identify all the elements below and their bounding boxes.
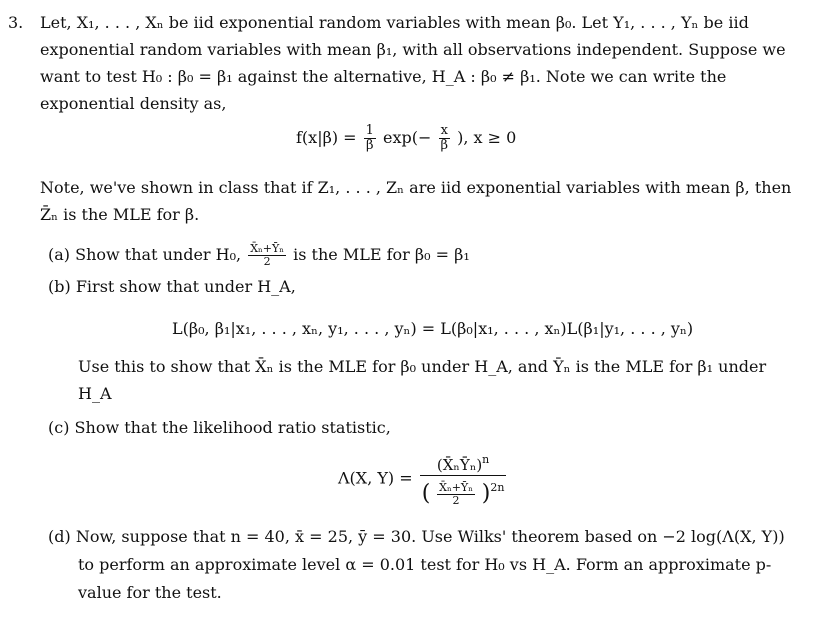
part-d-line-3: value for the test. bbox=[78, 583, 222, 602]
frac-num-x: x bbox=[439, 124, 451, 139]
lr-inner-den: 2 bbox=[452, 493, 460, 507]
note-line-1: Note, we've shown in class that if Z₁, . . . , Zₙ are iid exponential variables with mean β, then bbox=[40, 178, 792, 197]
frac-num-xy-sum: X̄ₙ+Ȳₙ bbox=[250, 242, 285, 255]
intro-line-1: Let, X₁, . . . , Xₙ be iid exponential random variables with mean β₀. Let Y₁, . . . , Yₙ be iid bbox=[40, 13, 749, 32]
frac-num-one: 1 bbox=[365, 123, 374, 138]
lr-inner-fraction bbox=[437, 482, 475, 507]
part-a-text-post: is the MLE for β₀ = β₁ bbox=[293, 245, 470, 264]
part-c-text: Show that the likelihood ratio statistic, bbox=[74, 418, 391, 437]
density-rhs: exp(− bbox=[383, 128, 432, 147]
part-b-label: (b) bbox=[48, 277, 71, 296]
part-a-fraction bbox=[248, 243, 286, 268]
lr-fraction bbox=[420, 450, 507, 507]
part-d-line-1 bbox=[48, 526, 785, 548]
lr-statistic-equation bbox=[338, 450, 508, 507]
intro-line-4: exponential density as, bbox=[40, 94, 227, 113]
part-b bbox=[48, 276, 296, 298]
part-b-follow-2: H_A bbox=[78, 384, 112, 403]
lr-numerator-base: (X̄ₙȲₙ) bbox=[436, 456, 483, 474]
part-c bbox=[48, 417, 391, 439]
lr-denominator bbox=[420, 476, 507, 507]
lr-denominator-exp: 2n bbox=[490, 481, 505, 494]
density-lhs: f(x|β) = bbox=[296, 128, 357, 147]
part-b-equation: L(β₀, β₁|x₁, . . . , xₙ, y₁, . . . , yₙ) = L(β₀|x₁, . . . , xₙ)L(β₁|y₁, . . . , yₙ) bbox=[172, 319, 694, 338]
lr-inner-num: X̄ₙ+Ȳₙ bbox=[439, 480, 473, 494]
intro-line-2: exponential random variables with mean β₁, with all observations independent. Suppose we bbox=[40, 40, 786, 59]
part-a bbox=[48, 243, 470, 268]
problem-number: 3. bbox=[8, 13, 24, 32]
part-b-text: First show that under H_A, bbox=[75, 277, 296, 296]
part-d-line-2: to perform an approximate level α = 0.01 test for H₀ vs H_A. Form an approximate p- bbox=[78, 555, 772, 574]
lr-numerator-exp: n bbox=[482, 453, 490, 466]
frac-den-beta: β bbox=[366, 138, 374, 153]
part-d-text-1: Now, suppose that n = 40, x̄ = 25, ȳ = 30. Use Wilks' theorem based on −2 log(Λ(X, Y)) bbox=[75, 527, 785, 546]
frac-den-beta-2: β bbox=[440, 138, 449, 153]
part-c-label: (c) bbox=[48, 418, 70, 437]
lr-numerator bbox=[420, 450, 507, 476]
part-d-label: (d) bbox=[48, 527, 71, 546]
lr-open-paren: ( bbox=[421, 481, 431, 506]
lr-lhs: Λ(X, Y) = bbox=[338, 468, 413, 488]
density-equation bbox=[296, 124, 516, 153]
density-tail: ), x ≥ 0 bbox=[457, 128, 517, 147]
frac-den-two: 2 bbox=[263, 255, 271, 268]
density-frac-x-over-beta bbox=[439, 124, 451, 153]
part-a-label: (a) bbox=[48, 245, 71, 264]
part-a-text-pre: Show that under H₀, bbox=[75, 245, 242, 264]
lr-close-paren: ) bbox=[481, 481, 491, 506]
density-frac-1-over-beta bbox=[364, 124, 376, 153]
part-b-follow-1: Use this to show that X̄ₙ is the MLE for β₀ under H_A, and Ȳₙ is the MLE for β₁ under bbox=[78, 357, 767, 376]
note-line-2: Z̄ₙ is the MLE for β. bbox=[40, 205, 200, 224]
intro-line-3: want to test H₀ : β₀ = β₁ against the alternative, H_A : β₀ ≠ β₁. Note we can write the bbox=[40, 67, 727, 86]
